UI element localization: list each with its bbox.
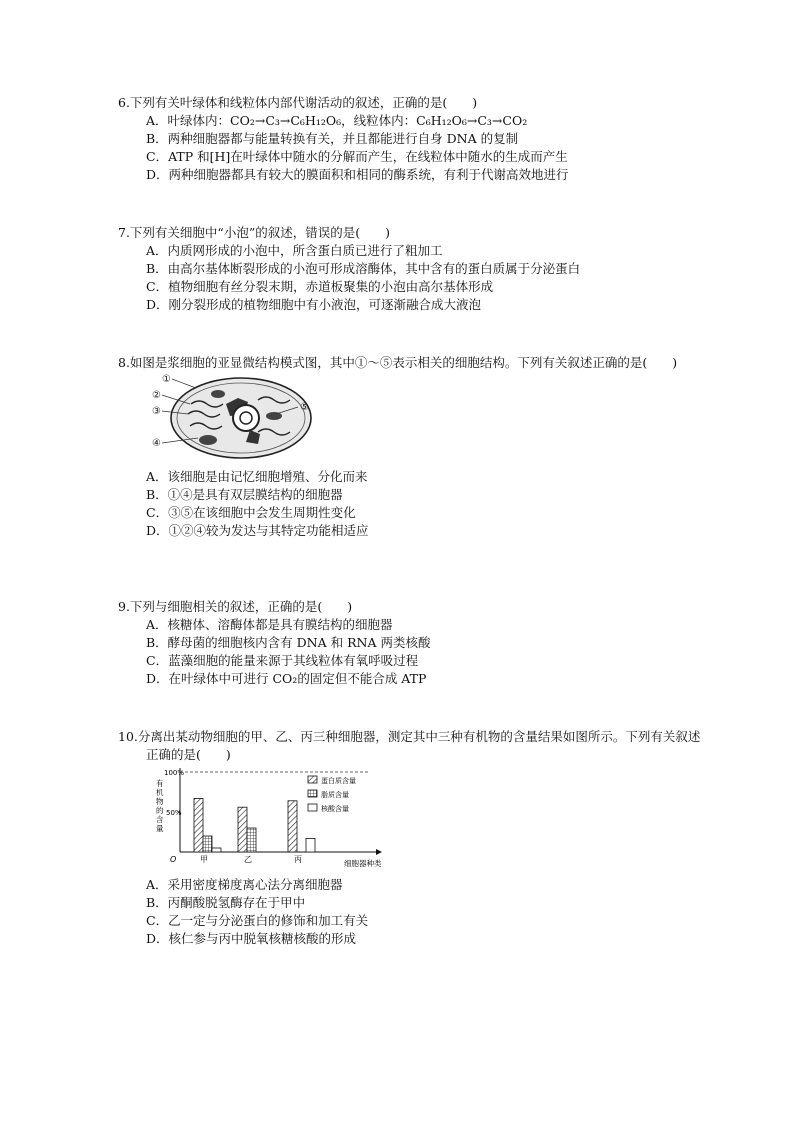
question-stem: 6.下列有关叶绿体和线粒体内部代谢活动的叙述，正确的是( ) — [118, 95, 478, 110]
label-3: ③ — [152, 406, 161, 417]
option-c: C．蓝藻细胞的能量来源于其线粒体有氧呼吸过程 — [146, 653, 419, 668]
option-c: C．③⑤在该细胞中会发生周期性变化 — [146, 505, 356, 520]
bar — [306, 838, 315, 852]
option-b: B．由高尔基体断裂形成的小泡可形成溶酶体，其中含有的蛋白质属于分泌蛋白 — [146, 261, 581, 276]
option-a: A．采用密度梯度离心法分离细胞器 — [146, 877, 343, 892]
question-stem: 9.下列与细胞相关的叙述，正确的是( ) — [118, 599, 353, 614]
option-d: D．核仁参与丙中脱氧核糖核酸的形成 — [146, 931, 357, 946]
option-b: B．丙酮酸脱氢酶存在于甲中 — [146, 895, 306, 910]
y-axis-label-char: 有 — [156, 779, 164, 788]
option-a: A．该细胞是由记忆细胞增殖、分化而来 — [146, 469, 368, 484]
legend-swatch — [308, 776, 317, 783]
legend-label: 蛋白质含量 — [321, 777, 356, 785]
option-d: D．在叶绿体中可进行 CO₂的固定但不能合成 ATP — [146, 671, 427, 686]
x-tick-label: 甲 — [200, 855, 208, 864]
legend-swatch — [308, 790, 317, 797]
option-a: A．内质网形成的小泡中，所含蛋白质已进行了粗加工 — [146, 243, 443, 258]
x-tick-label: 乙 — [244, 855, 252, 864]
option-d: D．刚分裂形成的植物细胞中有小液泡，可逐渐融合成大液泡 — [146, 297, 482, 312]
option-a: A．叶绿体内：CO₂→C₃→C₆H₁₂O₆，线粒体内：C₆H₁₂O₆→C₃→CO₂ — [146, 113, 528, 128]
x-axis-arrow — [376, 849, 382, 855]
option-d: D．①②④较为发达与其特定功能相适应 — [146, 523, 369, 538]
option-c: C．ATP 和[H]在叶绿体中随水的分解而产生，在线粒体中随水的生成而产生 — [146, 149, 568, 164]
question-6 — [118, 94, 708, 184]
y-axis-label-char: 含 — [156, 815, 164, 824]
plasma-cell-figure — [146, 374, 316, 464]
question-9 — [118, 598, 708, 688]
bar — [247, 828, 256, 852]
option-c: C．乙一定与分泌蛋白的修饰和加工有关 — [146, 913, 369, 928]
option-d: D．两种细胞器都具有较大的膜面积和相同的酶系统，有利于代谢高效地进行 — [146, 167, 569, 182]
y-axis-label-char: 的 — [156, 806, 164, 815]
question-10 — [118, 728, 708, 948]
y-tick-label: 50% — [166, 809, 182, 817]
question-7 — [118, 224, 708, 314]
y-axis-label-char: 物 — [156, 797, 164, 806]
label-2: ② — [152, 390, 161, 401]
bar — [238, 807, 247, 852]
question-8 — [118, 354, 708, 540]
question-stem: 7.下列有关细胞中“小泡”的叙述，错误的是( ) — [118, 225, 390, 240]
option-a: A．核糖体、溶酶体都是具有膜结构的细胞器 — [146, 617, 393, 632]
bar — [288, 801, 297, 852]
y-axis-label-char: 量 — [156, 824, 164, 833]
option-b: B．两种细胞器都与能量转换有关，并且都能进行自身 DNA 的复制 — [146, 131, 519, 146]
legend-swatch — [308, 804, 317, 811]
option-b: B．①④是具有双层膜结构的细胞器 — [146, 487, 343, 502]
bar — [212, 848, 221, 852]
origin-label: O — [170, 855, 177, 864]
x-axis-label: 细胞器种类 — [344, 859, 382, 868]
question-stem: 10.分离出某动物细胞的甲、乙、丙三种细胞器，测定其中三种有机物的含量结果如图所示。下列有关叙述正确的是( ) — [118, 729, 701, 762]
label-5: ⑤ — [300, 402, 309, 413]
legend-label: 脂质含量 — [321, 791, 349, 799]
option-c: C．植物细胞有丝分裂末期，赤道板聚集的小泡由高尔基体形成 — [146, 279, 494, 294]
organelle-bar-chart — [148, 766, 398, 872]
label-1: ① — [162, 374, 171, 385]
option-b: B．酵母菌的细胞核内含有 DNA 和 RNA 两类核酸 — [146, 635, 431, 650]
y-axis-label-char: 机 — [156, 788, 164, 797]
bar — [194, 798, 203, 852]
bar — [203, 836, 212, 852]
x-tick-label: 丙 — [294, 855, 302, 864]
label-4: ④ — [152, 438, 161, 449]
organelle-chart — [148, 766, 398, 872]
plasma-cell-diagram — [146, 374, 316, 464]
y-tick-label: 100% — [164, 769, 185, 777]
legend-label: 核酸含量 — [321, 805, 349, 813]
question-stem: 8.如图是浆细胞的亚显微结构模式图，其中①～⑤表示相关的细胞结构。下列有关叙述正确的是( ) — [118, 355, 678, 370]
